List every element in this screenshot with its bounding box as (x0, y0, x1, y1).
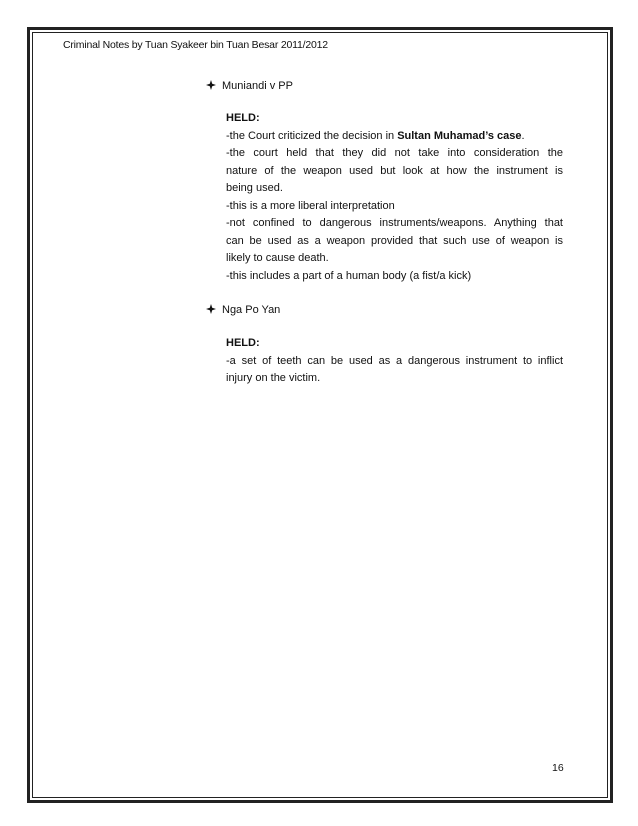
case-title: Muniandi v PP (222, 80, 293, 92)
text-line: nature of the weapon used but look at how the instrument is (226, 164, 563, 177)
case-title: Nga Po Yan (222, 304, 281, 316)
case-heading-muniandi (206, 80, 293, 92)
diamond-bullet-icon (206, 80, 216, 90)
text-line: -this includes a part of a human body (a fist/a kick) (226, 269, 472, 282)
held-label: HELD: (226, 112, 260, 124)
case-reference: Sultan Muhamad’s case (397, 129, 522, 142)
text-line: likely to cause death. (226, 252, 329, 264)
text-line: can be used as a weapon provided that such use of weapon is (226, 234, 563, 247)
text-line: -a set of teeth can be used as a dangerous instrument to inflict (226, 354, 563, 367)
page-number: 16 (552, 762, 564, 774)
case-heading-nga-po-yan (206, 304, 280, 316)
text-line: injury on the victim. (226, 372, 321, 384)
case-body-nga-po-yan (226, 335, 563, 388)
case-body-muniandi (226, 110, 563, 285)
page-header: Criminal Notes by Tuan Syakeer bin Tuan Besar 2011/2012 (63, 39, 328, 51)
held-label: HELD: (226, 337, 260, 349)
text-line: -the Court criticized the decision in Sultan Muhamad’s case. (226, 129, 525, 142)
text-line: -not confined to dangerous instruments/weapons. Anything that (226, 217, 563, 229)
diamond-bullet-icon (206, 304, 216, 314)
text-line: being used. (226, 182, 283, 194)
text-line: -the court held that they did not take into consideration the (226, 147, 563, 159)
text-line: -this is a more liberal interpretation (226, 199, 395, 212)
